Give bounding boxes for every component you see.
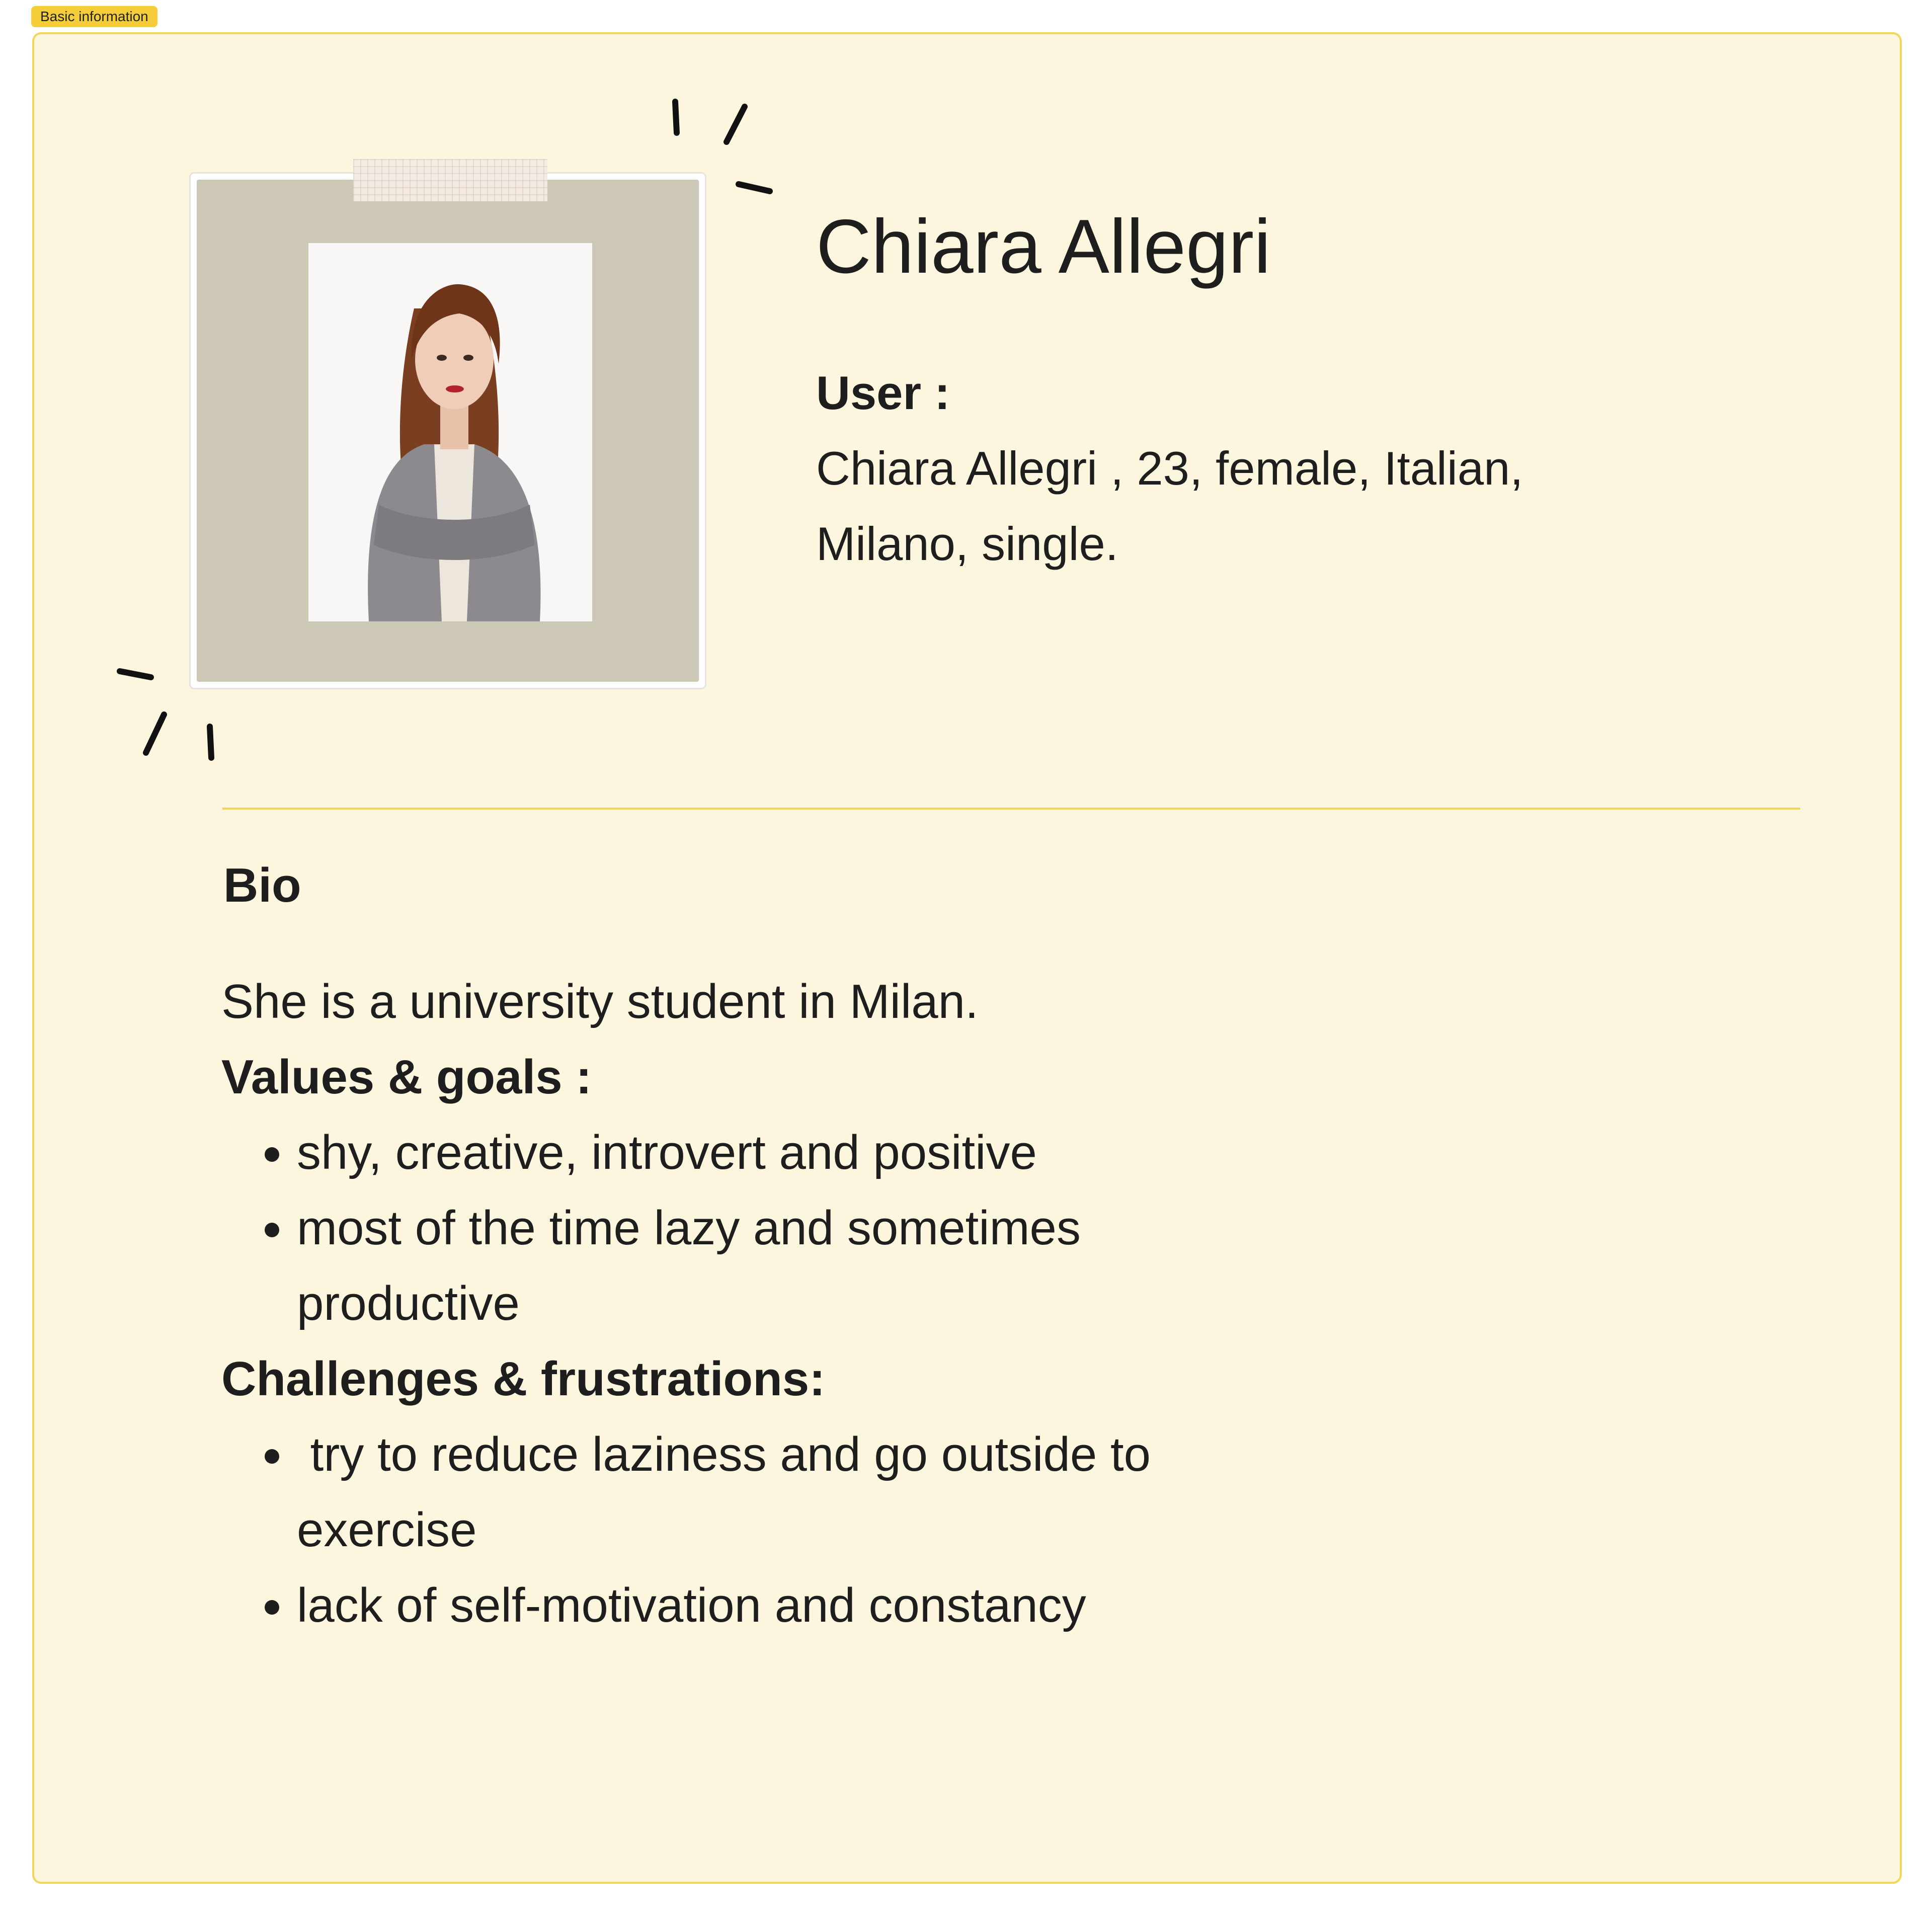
sparkle-lines-bottom-left (111, 659, 231, 770)
list-item: • most of the time lazy and sometimes productive (297, 1190, 1228, 1341)
frame-label-tag[interactable]: Basic information (31, 6, 157, 27)
values-list (221, 1115, 1530, 1341)
values-heading: Values & goals : (221, 1050, 592, 1104)
sparkle-lines-top-right (664, 96, 785, 206)
user-label: User : (816, 366, 950, 419)
list-item: • shy, creative, introvert and positive (297, 1115, 1530, 1190)
bio-intro: She is a university student in Milan. (221, 975, 979, 1028)
section-divider (222, 808, 1800, 810)
list-item: • try to reduce laziness and go outside to exercise (297, 1417, 1278, 1568)
list-item: • lack of self-motivation and constancy (297, 1568, 1530, 1643)
user-details-line: Milano, single. (816, 517, 1118, 570)
persona-name: Chiara Allegri (816, 204, 1271, 289)
user-details (816, 431, 1523, 582)
user-details-line: Chiara Allegri , 23, female, Italian, (816, 442, 1523, 495)
washi-tape (353, 159, 547, 201)
challenges-heading: Challenges & frustrations: (221, 1352, 826, 1406)
challenges-list (221, 1417, 1530, 1643)
photo-mat (197, 180, 699, 682)
profile-photo (308, 243, 592, 621)
photo-card (189, 172, 706, 689)
bio-heading: Bio (223, 858, 301, 912)
bio-body (221, 964, 1530, 1643)
